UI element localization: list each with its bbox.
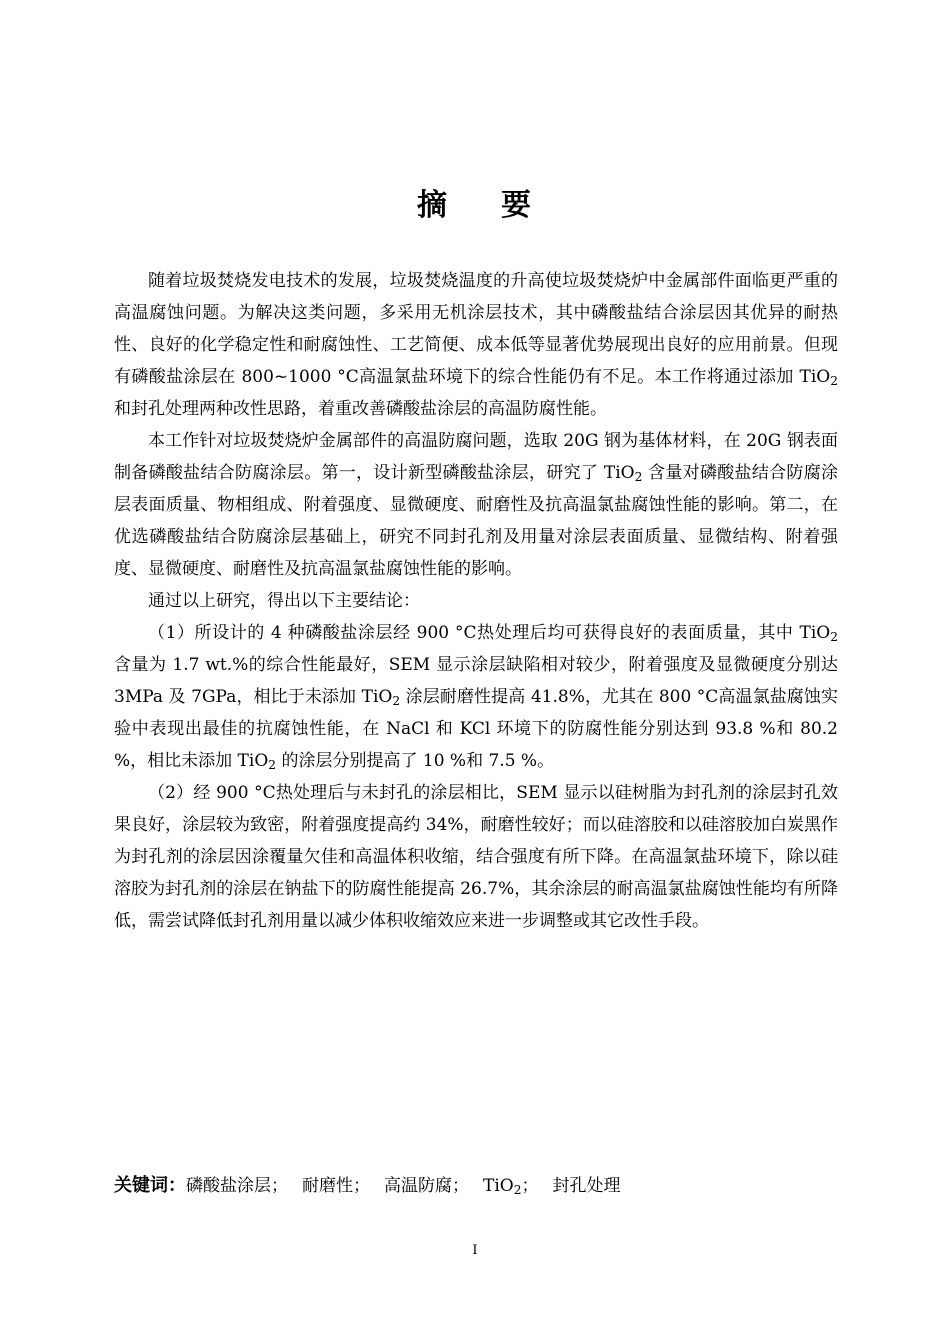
keywords-line	[114, 1172, 838, 1200]
paragraph-5: （2）经 900 °C热处理后与未封孔的涂层相比，SEM 显示以硅树脂为封孔剂的涂层封孔效果良好，涂层较为致密，附着强度提高约 34%，耐磨性较好；而以硅溶胶和以硅溶胶加白炭黑作为封孔剂的涂层因涂覆量欠佳和高温体积收缩，结合强度有所下降。在高温氯盐环境下，除以硅溶胶为封孔剂的涂层在钠盐下的防腐性能提高 26.7%，其余涂层的耐高温氯盐腐蚀性能均有所降低，需尝试降低封孔剂用量以减少体积收缩效应来进一步调整或其它改性手段。	[114, 783, 838, 931]
abstract-body	[114, 265, 838, 937]
keyword-4: TiO$_2$；	[483, 1176, 539, 1198]
keyword-1: 磷酸盐涂层；	[186, 1176, 288, 1196]
keyword-5: 封孔处理	[552, 1176, 621, 1196]
page-number: I	[472, 1243, 478, 1258]
keywords-label: 关键词：	[114, 1175, 186, 1196]
keyword-3: 高温防腐；	[384, 1176, 469, 1196]
abstract-title	[0, 180, 950, 224]
paragraph-3: 通过以上研究，得出以下主要结论：	[148, 591, 420, 611]
paragraph-1: 随着垃圾焚烧发电技术的发展，垃圾焚烧温度的升高使垃圾焚烧炉中金属部件面临更严重的高温腐蚀问题。为解决这类问题，多采用无机涂层技术，其中磷酸盐结合涂层因其优异的耐热性、良好的化学稳定性和耐腐蚀性、工艺简便、成本低等显著优势展现出良好的应用前景。但现有磷酸盐涂层在 800~1000 °C高温氯盐环境下的综合性能仍有不足。本工作将通过添加 TiO$_2$ 和封孔处理两种改性思路，着重改善磷酸盐涂层的高温防腐性能。	[114, 271, 838, 419]
paragraph-2: 本工作针对垃圾焚烧炉金属部件的高温防腐问题，选取 20G 钢为基体材料，在 20G 钢表面制备磷酸盐结合防腐涂层。第一，设计新型磷酸盐涂层，研究了 TiO$_2$ 含量对磷酸盐结合防腐涂层表面质量、物相组成、附着强度、显微硬度、耐磨性及抗高温氯盐腐蚀性能的影响。第二，在优选磷酸盐结合防腐涂层基础上，研究不同封孔剂及用量对涂层表面质量、显微结构、附着强度、显微硬度、耐磨性及抗高温氯盐腐蚀性能的影响。	[114, 431, 838, 579]
paragraph-4: （1）所设计的 4 种磷酸盐涂层经 900 °C热处理后均可获得良好的表面质量，其中 TiO$_2$ 含量为 1.7 wt.%的综合性能最好，SEM 显示涂层缺陷相对较少，附着强度及显微硬度分别达 3MPa 及 7GPa，相比于未添加 TiO$_2$ 涂层耐磨性提高 41.8%，尤其在 800 °C高温氯盐腐蚀实验中表现出最佳的抗腐蚀性能，在 NaCl 和 KCl 环境下的防腐性能分别达到 93.8 %和 80.2 %，相比未添加 TiO$_2$ 的涂层分别提高了 10 %和 7.5 %。	[114, 623, 838, 773]
keyword-2: 耐磨性；	[302, 1176, 370, 1196]
title-char-2: 要	[501, 188, 533, 223]
title-char-1: 摘	[417, 188, 449, 223]
